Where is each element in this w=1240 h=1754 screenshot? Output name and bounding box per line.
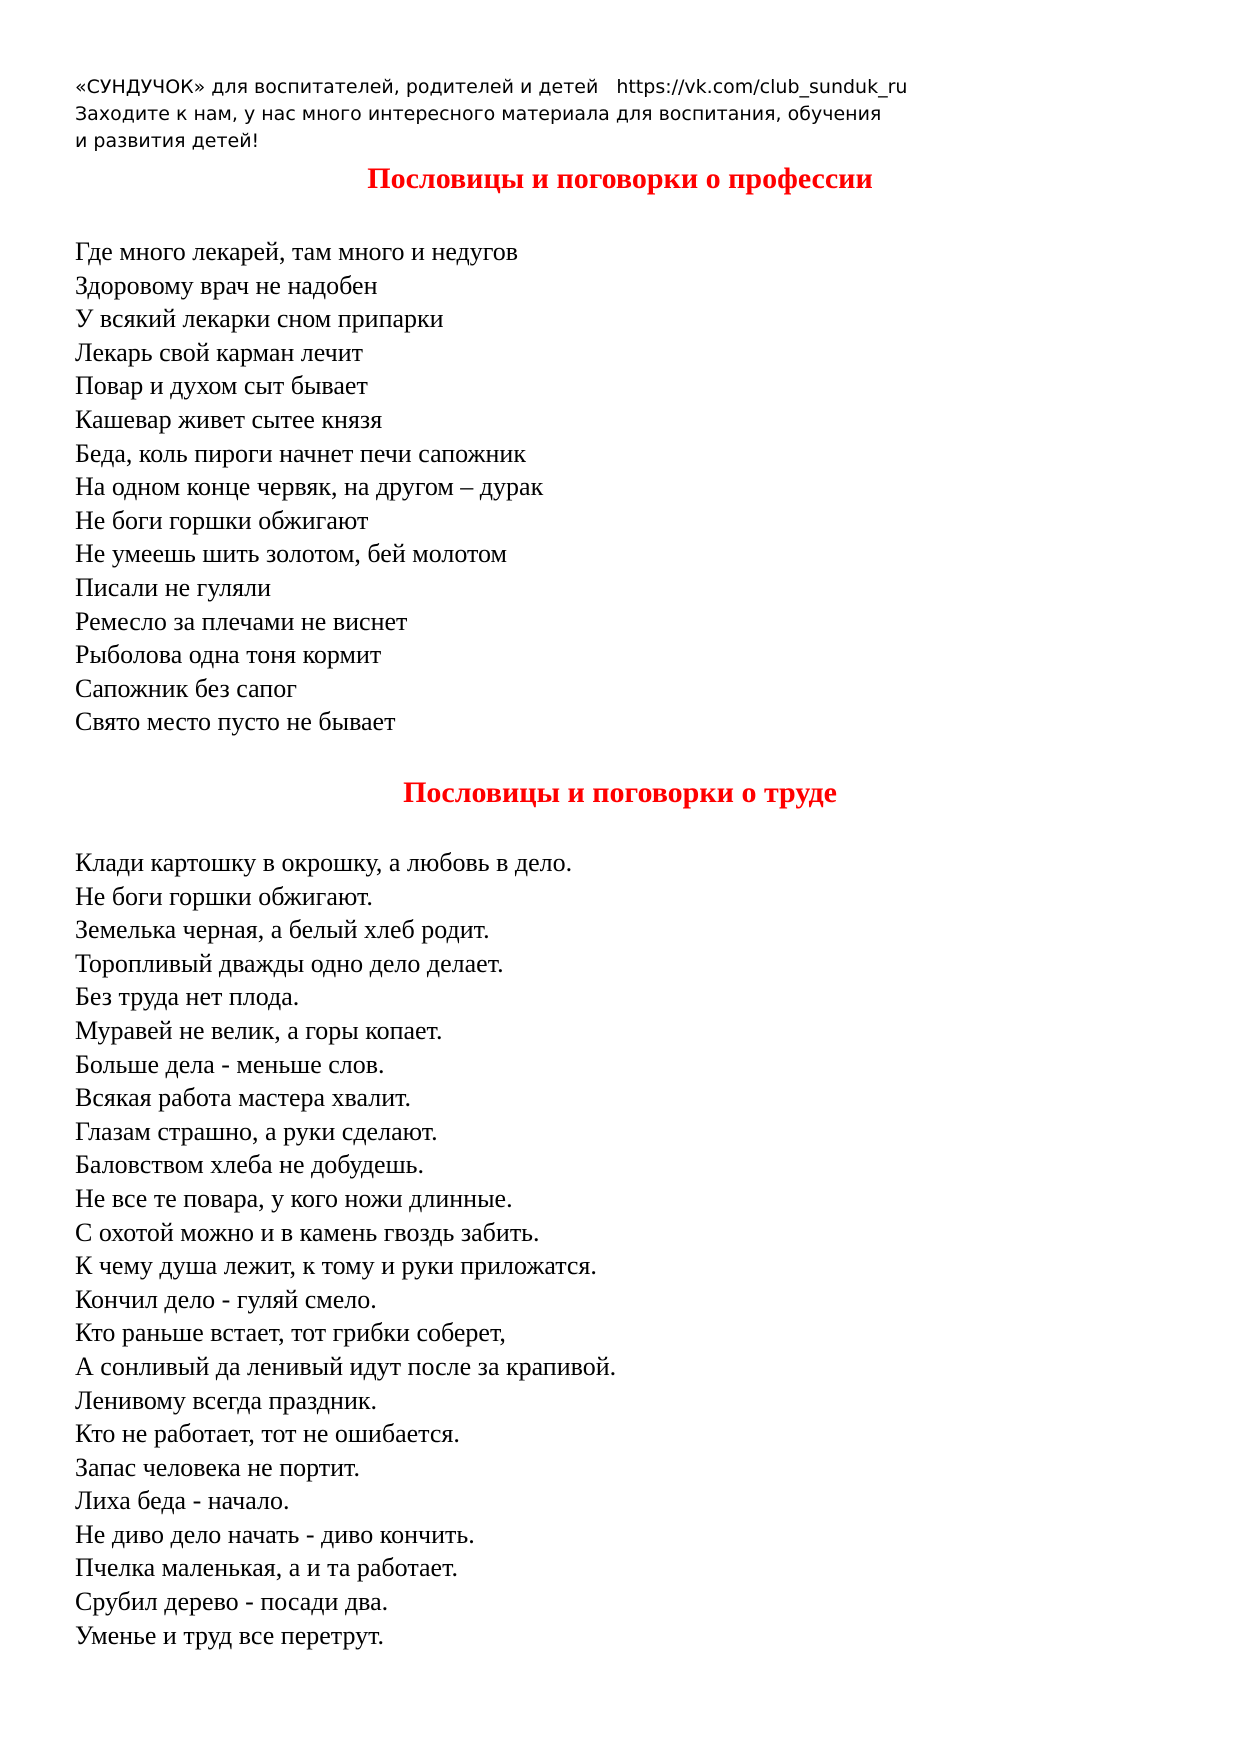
- list-item: Не боги горшки обжигают: [75, 505, 369, 535]
- list-item: Глазам страшно, а руки сделают.: [75, 1116, 438, 1146]
- proverbs-list-professions: [75, 235, 543, 739]
- list-item: Свято место пусто не бывает: [75, 707, 396, 737]
- list-item: Ленивому всегда праздник.: [75, 1385, 377, 1415]
- list-item: Сапожник без сапог: [75, 673, 297, 703]
- header-url-link[interactable]: https://vk.com/club_sunduk_ru: [616, 76, 908, 98]
- list-item: Кончил дело - гуляй смело.: [75, 1284, 377, 1314]
- list-item: Пчелка маленькая, а и та работает.: [75, 1553, 458, 1583]
- list-item: Рыболова одна тоня кормит: [75, 640, 382, 670]
- header-line-3: и развития детей!: [75, 130, 260, 152]
- list-item: Клади картошку в окрошку, а любовь в дело.: [75, 848, 573, 877]
- list-item: Ремесло за плечами не виснет: [75, 606, 408, 636]
- list-item: Писали не гуляли: [75, 572, 272, 602]
- list-item: Повар и духом сыт бывает: [75, 371, 368, 401]
- section-title-professions: Пословицы и поговорки о профессии: [367, 162, 873, 195]
- list-item: К чему душа лежит, к тому и руки приложатся.: [75, 1251, 597, 1281]
- list-item: Не диво дело начать - диво кончить.: [75, 1519, 475, 1549]
- list-item: Муравей не велик, а горы копает.: [75, 1015, 443, 1045]
- list-item: Срубил дерево - посади два.: [75, 1587, 389, 1617]
- list-item: Баловством хлеба не добудешь.: [75, 1150, 424, 1180]
- list-item: Не все те повара, у кого ножи длинные.: [75, 1183, 513, 1213]
- list-item: Кто раньше встает, тот грибки соберет,: [75, 1318, 506, 1348]
- list-item: Лекарь свой карман лечит: [75, 337, 364, 367]
- list-item: С охотой можно и в камень гвоздь забить.: [75, 1217, 540, 1247]
- list-item: Где много лекарей, там много и недугов: [75, 237, 519, 266]
- list-item: Всякая работа мастера хвалит.: [75, 1083, 412, 1113]
- proverbs-list-labor: [75, 846, 616, 1652]
- list-item: Без труда нет плода.: [75, 982, 300, 1012]
- list-item: Лиха беда - начало.: [75, 1486, 290, 1516]
- list-item: Торопливый дважды одно дело делает.: [75, 948, 504, 978]
- list-item: Кашевар живет сытее князя: [75, 404, 383, 434]
- page-header: [75, 74, 1175, 155]
- section-title-labor: Пословицы и поговорки о труде: [403, 776, 837, 809]
- header-line-1: [75, 74, 1175, 101]
- header-site-name: «СУНДУЧОК» для воспитателей, родителей и детей: [75, 76, 599, 98]
- list-item: Беда, коль пироги начнет печи сапожник: [75, 438, 526, 468]
- list-item: Кто не работает, тот не ошибается.: [75, 1419, 460, 1449]
- list-item: Уменье и труд все перетрут.: [75, 1620, 385, 1650]
- list-item: Запас человека не портит.: [75, 1452, 360, 1482]
- list-item: Здоровому врач не надобен: [75, 270, 378, 300]
- header-line-2: Заходите к нам, у нас много интересного материала для воспитания, обучения: [75, 103, 882, 125]
- list-item: Больше дела - меньше слов.: [75, 1049, 385, 1079]
- list-item: На одном конце червяк, на другом – дурак: [75, 472, 544, 502]
- list-item: Не боги горшки обжигают.: [75, 881, 373, 911]
- list-item: А сонливый да ленивый идут после за крапивой.: [75, 1351, 617, 1381]
- list-item: Не умеешь шить золотом, бей молотом: [75, 539, 507, 569]
- list-item: У всякий лекарки сном припарки: [75, 304, 444, 334]
- list-item: Земелька черная, а белый хлеб родит.: [75, 915, 490, 945]
